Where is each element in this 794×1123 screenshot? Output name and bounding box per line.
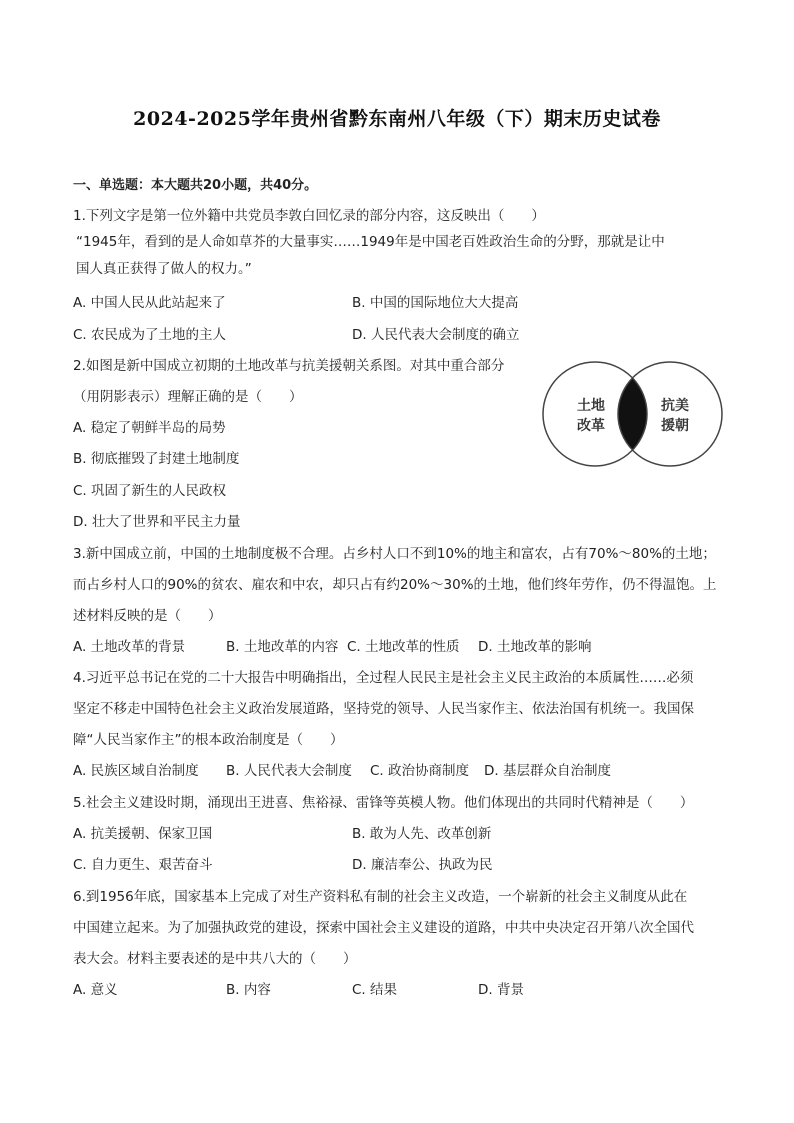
q5-option-b[interactable]: B. 敢为人先、改革创新 <box>352 826 492 842</box>
q4-option-a[interactable]: A. 民族区域自治制度 <box>73 763 199 779</box>
q1-option-c[interactable]: C. 农民成为了土地的主人 <box>73 327 227 343</box>
q6-line2: 中国建立起来。为了加强执政党的建设，探索中国社会主义建设的道路，中共中央决定召开第八次全国代 <box>73 920 694 936</box>
q2-option-b[interactable]: B. 彻底摧毁了封建土地制度 <box>73 451 240 467</box>
section-heading: 一、单选题：本大题共20小题，共40分。 <box>73 178 318 193</box>
q3-option-d[interactable]: D. 土地改革的影响 <box>478 639 592 655</box>
q1-option-b[interactable]: B. 中国的国际地位大大提高 <box>352 295 519 311</box>
q3-option-c[interactable]: C. 土地改革的性质 <box>347 639 460 655</box>
q6-line3: 表大会。材料主要表述的是中共八大的（ ） <box>73 951 357 967</box>
q4-option-c[interactable]: C. 政治协商制度 <box>370 763 470 779</box>
q6-option-a[interactable]: A. 意义 <box>73 982 118 998</box>
q2-stem-line1: 2.如图是新中国成立初期的土地改革与抗美援朝关系图。对其中重合部分 <box>73 358 505 374</box>
q2-option-c[interactable]: C. 巩固了新生的人民政权 <box>73 483 227 499</box>
q1-quote-line1: “1945年，看到的是人命如草芥的大量事实……1949年是中国老百姓政治生命的分野，那就是让中 <box>76 234 665 250</box>
q4-line2: 坚定不移走中国特色社会主义政治发展道路，坚持党的领导、人民当家作主、依法治国有机统一。我国保 <box>73 701 694 717</box>
q2-stem-line2: （用阴影表示）理解正确的是（ ） <box>73 389 303 405</box>
q6-option-b[interactable]: B. 内容 <box>226 982 271 998</box>
venn-left-label-1: 土地 <box>577 398 605 414</box>
q4-option-b[interactable]: B. 人民代表大会制度 <box>226 763 352 779</box>
q1-option-d[interactable]: D. 人民代表大会制度的确立 <box>352 327 520 343</box>
q5-option-c[interactable]: C. 自力更生、艰苦奋斗 <box>73 857 213 873</box>
venn-right-label-1: 抗美 <box>661 398 689 414</box>
page-title: 2024-2025学年贵州省黔东南州八年级（下）期末历史试卷 <box>133 108 661 130</box>
q2-option-a[interactable]: A. 稳定了朝鲜半岛的局势 <box>73 420 226 436</box>
q1-quote-line2: 国人真正获得了做人的权力。” <box>76 261 252 277</box>
q1-stem: 1.下列文字是第一位外籍中共党员李敦白回忆录的部分内容，这反映出（ ） <box>73 208 545 224</box>
q5-stem: 5.社会主义建设时期，涌现出王进喜、焦裕禄、雷锋等英模人物。他们体现出的共同时代精神是（ ） <box>73 795 694 811</box>
venn-left-label-2: 改革 <box>577 418 605 434</box>
q4-line1: 4.习近平总书记在党的二十大报告中明确指出，全过程人民民主是社会主义民主政治的本质属性……必须 <box>73 670 694 686</box>
q6-option-c[interactable]: C. 结果 <box>352 982 398 998</box>
q5-option-a[interactable]: A. 抗美援朝、保家卫国 <box>73 826 213 842</box>
q4-option-d[interactable]: D. 基层群众自治制度 <box>484 763 611 779</box>
q3-line2: 而占乡村人口的90%的贫农、雇农和中农，却只占有约20%～30%的土地，他们终年劳作，仍不得温饱。上 <box>73 577 717 593</box>
q1-option-a[interactable]: A. 中国人民从此站起来了 <box>73 295 226 311</box>
q6-option-d[interactable]: D. 背景 <box>478 982 524 998</box>
venn-diagram <box>535 358 730 470</box>
q3-line3: 述材料反映的是（ ） <box>73 608 222 624</box>
q3-line1: 3.新中国成立前，中国的土地制度极不合理。占乡村人口不到10%的地主和富农，占有70%～80%的土地； <box>73 546 716 562</box>
q3-option-a[interactable]: A. 土地改革的背景 <box>73 639 186 655</box>
q6-line1: 6.到1956年底，国家基本上完成了对生产资料私有制的社会主义改造，一个崭新的社会主义制度从此在 <box>73 889 688 905</box>
q4-line3: 障“人民当家作主”的根本政治制度是（ ） <box>73 732 344 748</box>
q3-option-b[interactable]: B. 土地改革的内容 <box>226 639 339 655</box>
venn-right-label-2: 援朝 <box>661 418 689 434</box>
q2-option-d[interactable]: D. 壮大了世界和平民主力量 <box>73 514 241 530</box>
q5-option-d[interactable]: D. 廉洁奉公、执政为民 <box>352 857 493 873</box>
